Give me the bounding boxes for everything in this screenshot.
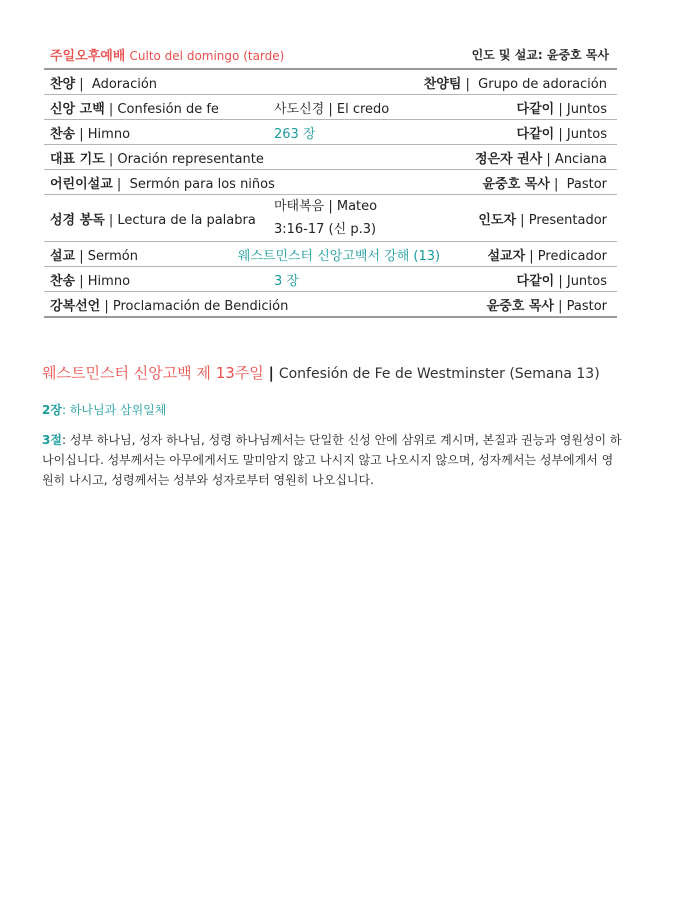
row-person-es: Pastor xyxy=(566,176,607,192)
row-item-ko: 대표 기도 xyxy=(50,151,105,167)
service-leader: 인도 및 설교: 윤중호 목사 xyxy=(471,47,609,62)
confession-verse: 3절: 성부 하나님, 성자 하나님, 성령 하나님께서는 단일한 신성 안에 삼위로 계시며, 본질과 권능과 영원성이 하나이십니다. 성부께서는 아무에게서도 말미암지 않고 나시지 않고 나오시지 않으며, 성자께서는 성부에게서 영원히 나시고, 성령께서는 성부와 성자로부터 영원히 나오십니다. xyxy=(42,433,622,487)
row-person-es: Anciana xyxy=(554,151,607,167)
row-item-ko: 찬송 xyxy=(50,273,76,289)
row-person-ko: 윤중호 목사 xyxy=(482,176,550,192)
table-row xyxy=(44,94,617,119)
service-title-ko: 주일오후예배 xyxy=(50,48,126,64)
row-person: 찬양팀 | Grupo de adoración xyxy=(423,76,607,92)
row-detail-text: 사도신경 | El credo xyxy=(274,101,390,117)
row-detail xyxy=(274,123,462,142)
row-item: 설교 | Sermón xyxy=(50,248,139,264)
row-person-es: Pastor xyxy=(566,298,607,314)
row-detail xyxy=(274,195,462,241)
service-table xyxy=(44,68,617,318)
confession-title xyxy=(42,362,622,383)
row-person-ko: 다같이 xyxy=(516,101,555,117)
row-person-ko: 설교자 xyxy=(487,248,526,264)
confession-chapter: 2장: 하나님과 삼위일체 xyxy=(42,403,167,417)
row-item-ko: 설교 xyxy=(50,248,76,264)
row-person: 다같이 | Juntos xyxy=(516,273,607,289)
service-header xyxy=(44,40,617,68)
service-order xyxy=(44,40,617,318)
row-item-ko: 강복선언 xyxy=(50,298,101,314)
table-row xyxy=(44,241,617,266)
row-person: 윤중호 목사 | Pastor xyxy=(486,298,607,314)
row-detail xyxy=(238,245,488,264)
row-item-es: Sermón para los niños xyxy=(129,176,275,192)
row-person: 다같이 | Juntos xyxy=(516,126,607,142)
row-item-ko: 찬송 xyxy=(50,126,76,142)
hymn-number: 3 장 xyxy=(274,273,299,289)
chapter-title: 하나님과 삼위일체 xyxy=(69,403,167,417)
row-person-ko: 다같이 xyxy=(516,273,555,289)
row-item-ko: 어린이설교 xyxy=(50,176,113,192)
row-item-es: Confesión de fe xyxy=(117,101,219,117)
row-item: 신앙 고백 | Confesión de fe xyxy=(50,101,219,117)
row-person-es: Juntos xyxy=(566,101,607,117)
row-person: 정은자 권사 | Anciana xyxy=(474,151,607,167)
row-person-ko: 다같이 xyxy=(516,126,555,142)
row-item: 어린이설교 | Sermón para los niños xyxy=(50,176,275,192)
row-person: 인도자 | Presentador xyxy=(478,212,607,228)
hymn-number: 263 장 xyxy=(274,126,316,142)
table-row xyxy=(44,119,617,144)
row-person-es: Predicador xyxy=(537,248,607,264)
row-person-ko: 인도자 xyxy=(478,212,517,228)
row-item: 찬송 | Himno xyxy=(50,126,131,142)
confession-title-ko: 웨스트민스터 신앙고백 제 13주일 xyxy=(42,364,264,382)
service-title xyxy=(50,45,284,64)
row-item-es: Himno xyxy=(87,126,131,142)
table-row xyxy=(44,266,617,291)
row-item: 강복선언 | Proclamación de Bendición xyxy=(50,298,289,314)
row-person: 다같이 | Juntos xyxy=(516,101,607,117)
row-person: 설교자 | Predicador xyxy=(487,248,607,264)
row-person-es: Grupo de adoración xyxy=(478,76,607,92)
row-detail xyxy=(274,98,462,117)
row-item: 대표 기도 | Oración representante xyxy=(50,151,264,167)
row-item-ko: 성경 봉독 xyxy=(50,212,105,228)
table-row xyxy=(44,194,617,241)
row-item: 성경 봉독 | Lectura de la palabra xyxy=(50,212,256,228)
sermon-title: 웨스트민스터 신앙고백서 강해 (13) xyxy=(237,248,441,264)
table-row xyxy=(44,291,617,316)
row-item-ko: 신앙 고백 xyxy=(50,101,105,117)
row-person-es: Juntos xyxy=(566,273,607,289)
table-row xyxy=(44,169,617,194)
service-title-es: Culto del domingo (tarde) xyxy=(129,48,285,63)
row-person-ko: 윤중호 목사 xyxy=(486,298,554,314)
row-item-es: Proclamación de Bendición xyxy=(112,298,289,314)
confession-title-es: Confesión de Fe de Westminster (Semana 13) xyxy=(278,366,600,382)
row-item-es: Lectura de la palabra xyxy=(117,212,256,228)
scripture-book: 마태복음 | Mateo xyxy=(274,199,378,214)
scripture-verse: 3:16-17 (신 p.3) xyxy=(274,222,377,237)
table-row xyxy=(44,144,617,169)
row-item: 찬송 | Himno xyxy=(50,273,131,289)
row-item-es: Adoración xyxy=(91,76,158,92)
row-item-es: Sermón xyxy=(87,248,139,264)
row-person-ko: 찬양팀 xyxy=(423,76,462,92)
confession-section xyxy=(42,362,622,490)
row-person: 윤중호 목사 | Pastor xyxy=(482,176,607,192)
verse-number: 3절 xyxy=(42,433,62,447)
row-item: 찬양 | Adoración xyxy=(50,76,158,92)
row-person-es: Presentador xyxy=(528,212,607,228)
title-separator: | xyxy=(268,364,275,382)
row-person-es: Juntos xyxy=(566,126,607,142)
row-detail xyxy=(274,270,462,289)
table-row xyxy=(44,70,617,94)
row-item-es: Oración representante xyxy=(117,151,264,167)
row-person-ko: 정은자 권사 xyxy=(474,151,543,167)
row-item-es: Himno xyxy=(87,273,131,289)
row-item-ko: 찬양 xyxy=(50,76,76,92)
verse-text: 성부 하나님, 성자 하나님, 성령 하나님께서는 단일한 신성 안에 삼위로 계시며, 본질과 권능과 영원성이 하나이십니다. 성부께서는 아무에게서도 말미암지 않고 나시지 않고 나오시지 않으며, 성자께서는 성부에게서 영원히 나시고, 성령께서는 성부와 성자로부터 영원히 나오십니다. xyxy=(42,433,622,487)
chapter-number: 2장 xyxy=(42,403,62,417)
